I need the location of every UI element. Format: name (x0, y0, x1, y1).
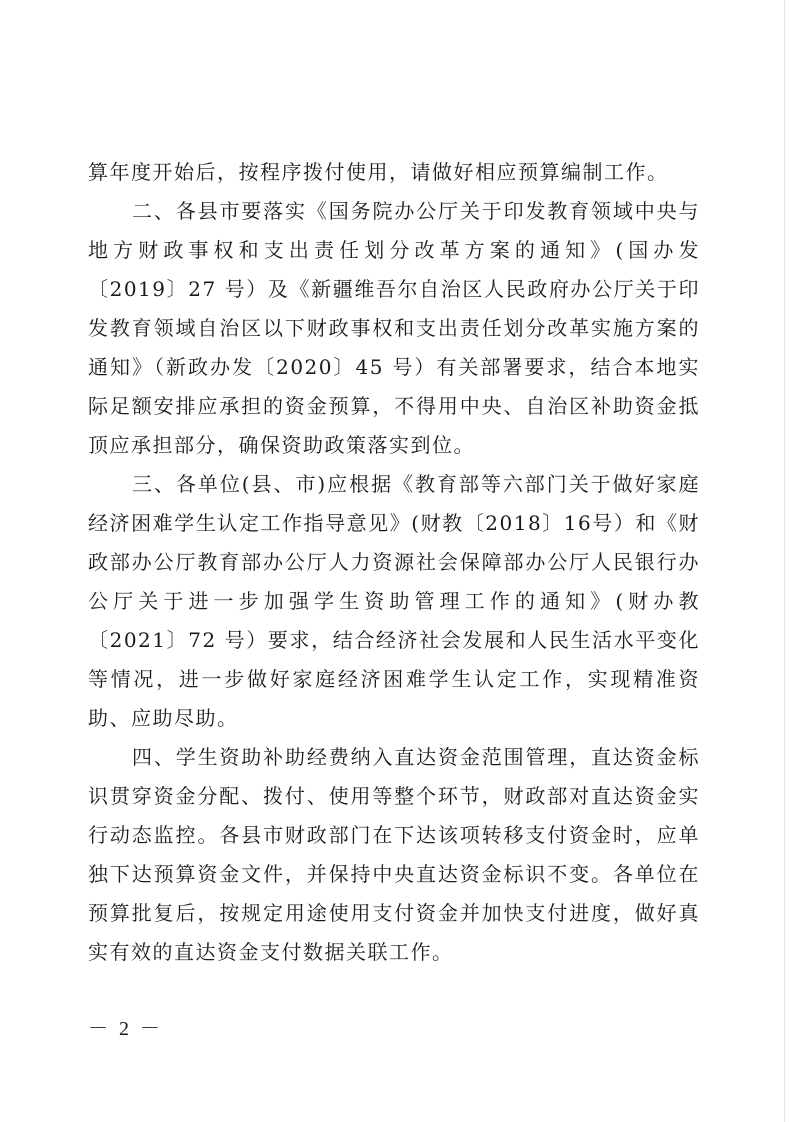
paragraph-section-4: 四、学生资助补助经费纳入直达资金范围管理，直达资金标识贯穿资金分配、拨付、使用等整个环节，财政部对直达资金实行动态监控。各县市财政部门在下达该项转移支付资金时，应单独下达预算资金文件，并保持中央直达资金标识不变。各单位在预算批复后，按规定用途使用支付资金并加快支付进度，做好真实有效的直达资金支付数据关联工作。 (88, 745, 700, 964)
paragraph-continuation: 算年度开始后，按程序拨付使用，请做好相应预算编制工作。 (88, 160, 669, 184)
page-number: － 2 － (88, 1018, 163, 1040)
document-body (88, 153, 700, 972)
page-edge-line (784, 0, 785, 1122)
paragraph-section-3: 三、各单位(县、市)应根据《教育部等六部门关于做好家庭经济困难学生认定工作指导意见》(财教〔2018〕16号）和《财政部办公厅教育部办公厅人力资源社会保障部办公厅人民银行办公厅关于进一步加强学生资助管理工作的通知》(财办教〔2021〕72 号）要求，结合经济社会发展和人民生活水平变化等情况，进一步做好家庭经济困难学生认定工作，实现精准资助、应助尽助。 (88, 472, 700, 730)
paragraph-section-2: 二、各县市要落实《国务院办公厅关于印发教育领域中央与地方财政事权和支出责任划分改革方案的通知》(国办发〔2019〕27 号）及《新疆维吾尔自治区人民政府办公厅关于印发教育领域自治区以下财政事权和支出责任划分改革实施方案的通知》（新政办发〔2020〕45 号）有关部署要求，结合本地实际足额安排应承担的资金预算，不得用中央、自治区补助资金抵顶应承担部分，确保资助政策落实到位。 (88, 199, 700, 457)
